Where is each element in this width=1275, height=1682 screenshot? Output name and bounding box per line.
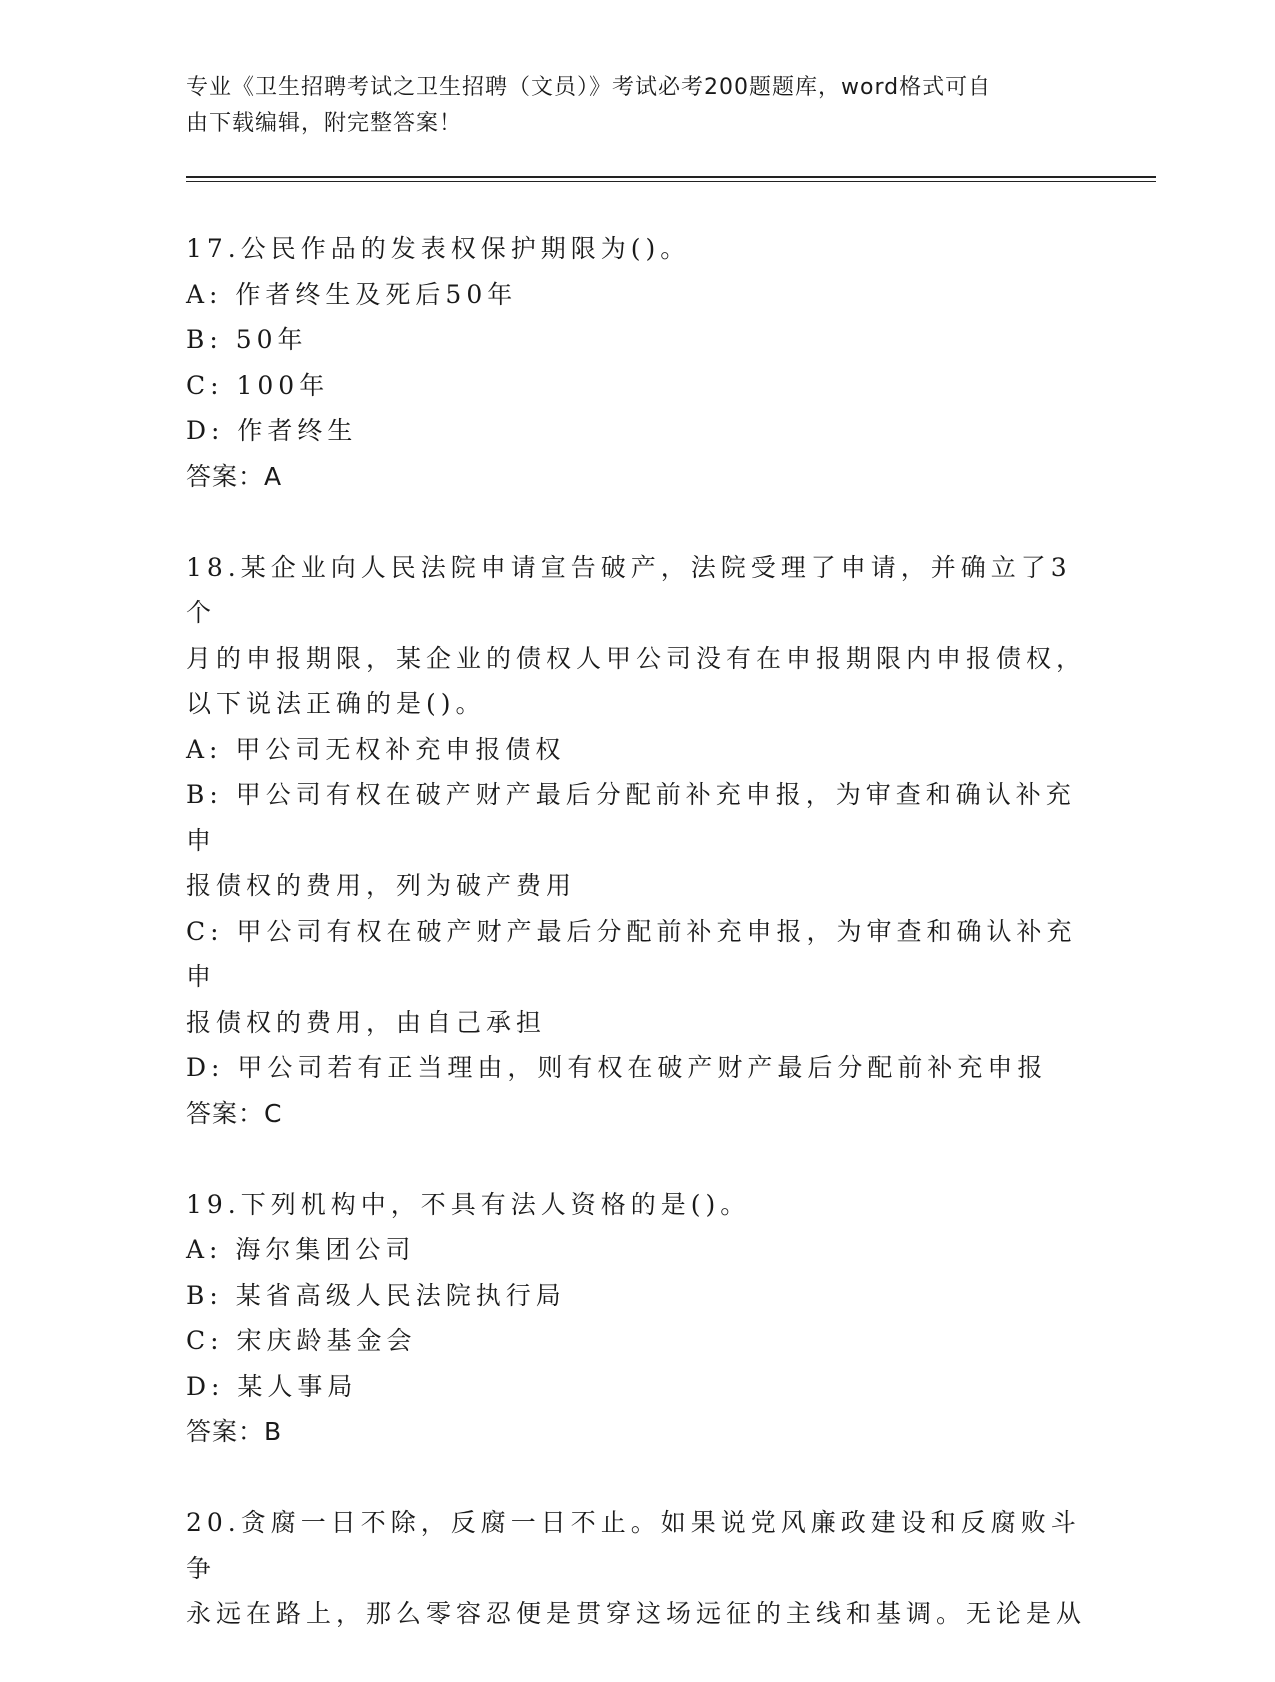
question-stem-line-1: 18.某企业向人民法院申请宣告破产，法院受理了申请，并确立了3个 [186, 552, 1072, 627]
option-b-line-2: 报债权的费用，列为破产费用 [186, 871, 577, 900]
option-b: B: 50年 [186, 325, 308, 354]
header-line-1: 专业《卫生招聘考试之卫生招聘（文员）》考试必考200题题库，word格式可自 [186, 75, 992, 100]
question-stem-line-2: 月的申报期限，某企业的债权人甲公司没有在申报期限内申报债权， [186, 643, 1087, 673]
option-a: A: 海尔集团公司 [186, 1235, 416, 1264]
option-d: D: 某人事局 [186, 1371, 358, 1401]
question-stem: 17.公民作品的发表权保护期限为()。 [186, 234, 691, 263]
question-18 [186, 545, 1086, 1137]
answer-label: 答案：A [186, 461, 283, 491]
question-20 [186, 1500, 1086, 1637]
question-stem-line-3: 以下说法正确的是()。 [186, 689, 486, 718]
question-stem-line-2: 永远在路上，那么零容忍便是贯穿这场远征的主线和基调。无论是从 [186, 1599, 1087, 1628]
question-stem: 19.下列机构中，不具有法人资格的是()。 [186, 1189, 751, 1219]
option-c: C: 宋庆龄基金会 [186, 1326, 417, 1355]
answer-label: 答案：B [186, 1417, 283, 1446]
header-divider-thick [186, 176, 1156, 178]
document-header [186, 70, 1066, 142]
option-c-line-1: C: 甲公司有权在破产财产最后分配前补充申报，为审查和确认补充申 [186, 916, 1077, 991]
option-a: A: 作者终生及死后50年 [186, 279, 518, 309]
option-c-line-2: 报债权的费用，由自己承担 [186, 1007, 547, 1037]
answer-label: 答案：C [186, 1098, 283, 1128]
question-stem-line-1: 20.贪腐一日不除，反腐一日不止。如果说党风廉政建设和反腐败斗争 [186, 1508, 1081, 1583]
question-19 [186, 1182, 1086, 1455]
header-line-2: 由下载编辑，附完整答案！ [186, 111, 463, 136]
option-d: D: 作者终生 [186, 416, 358, 445]
option-a: A: 甲公司无权补充申报债权 [186, 734, 566, 764]
option-c: C: 100年 [186, 370, 330, 400]
question-list [186, 226, 1086, 1682]
option-b-line-1: B: 甲公司有权在破产财产最后分配前补充申报，为审查和确认补充申 [186, 780, 1076, 855]
header-divider-thin [186, 181, 1156, 182]
option-b: B: 某省高级人民法院执行局 [186, 1280, 566, 1310]
question-17 [186, 226, 1086, 499]
option-d: D: 甲公司若有正当理由，则有权在破产财产最后分配前补充申报 [186, 1053, 1048, 1082]
